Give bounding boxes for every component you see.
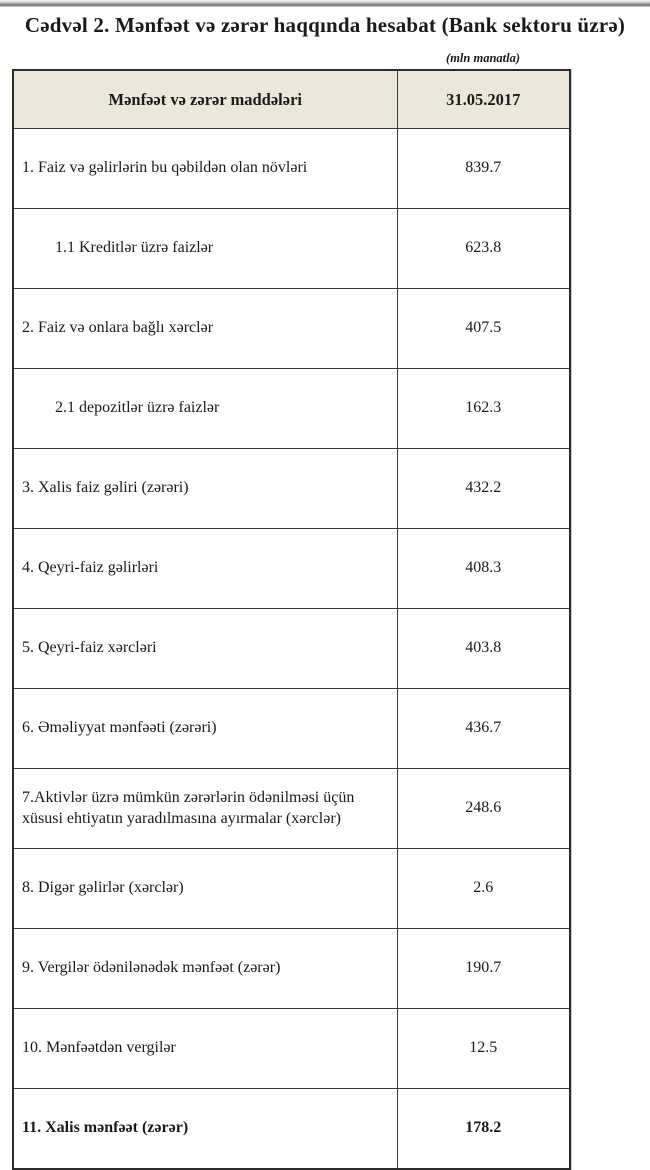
unit-note: (mln manatla)	[446, 51, 520, 66]
row-value: 2.6	[397, 849, 570, 929]
table-row	[13, 129, 570, 209]
row-value: 432.2	[397, 449, 570, 529]
row-label: 5. Qeyri-faiz xərcləri	[13, 609, 397, 689]
top-divider-rule	[0, 0, 650, 7]
row-value: 162.3	[397, 369, 570, 449]
table-row	[13, 209, 570, 289]
row-label: 3. Xalis faiz gəliri (zərəri)	[13, 449, 397, 529]
table-row	[13, 369, 570, 449]
table-row	[13, 529, 570, 609]
row-value: 623.8	[397, 209, 570, 289]
page-title: Cədvəl 2. Mənfəət və zərər haqqında hesabat (Bank sektoru üzrə)	[24, 13, 626, 37]
row-value: 403.8	[397, 609, 570, 689]
table-row	[13, 1089, 570, 1170]
header-row	[13, 70, 570, 129]
row-value: 839.7	[397, 129, 570, 209]
row-label: 2. Faiz və onlara bağlı xərclər	[13, 289, 397, 369]
row-label: 1.1 Kreditlər üzrə faizlər	[13, 209, 397, 289]
row-value: 436.7	[397, 689, 570, 769]
row-value: 408.3	[397, 529, 570, 609]
row-label: 2.1 depozitlər üzrə faizlər	[13, 369, 397, 449]
profit-loss-table	[12, 69, 571, 1170]
row-label: 7.Aktivlər üzrə mümkün zərərlərin ödənilməsi üçün xüsusi ehtiyatın yaradılmasına ayırmalar (xərclər)	[13, 769, 397, 849]
row-value: 248.6	[397, 769, 570, 849]
header-value-col: 31.05.2017	[397, 70, 570, 129]
table-row	[13, 449, 570, 529]
table-row	[13, 929, 570, 1009]
row-label: 8. Digər gəlirlər (xərclər)	[13, 849, 397, 929]
table-row	[13, 609, 570, 689]
table-row	[13, 849, 570, 929]
header-label-col: Mənfəət və zərər maddələri	[13, 70, 397, 129]
row-label: 10. Mənfəətdən vergilər	[13, 1009, 397, 1089]
row-label: 11. Xalis mənfəət (zərər)	[13, 1089, 397, 1170]
row-label: 6. Əməliyyat mənfəəti (zərəri)	[13, 689, 397, 769]
row-value: 190.7	[397, 929, 570, 1009]
table-header	[13, 70, 570, 129]
row-value: 407.5	[397, 289, 570, 369]
table-row	[13, 769, 570, 849]
table-row	[13, 289, 570, 369]
row-label: 9. Vergilər ödənilənədək mənfəət (zərər)	[13, 929, 397, 1009]
row-label: 4. Qeyri-faiz gəlirləri	[13, 529, 397, 609]
row-label: 1. Faiz və gəlirlərin bu qəbildən olan növləri	[13, 129, 397, 209]
row-value: 12.5	[397, 1009, 570, 1089]
table-row	[13, 1009, 570, 1089]
table-row	[13, 689, 570, 769]
row-value: 178.2	[397, 1089, 570, 1170]
